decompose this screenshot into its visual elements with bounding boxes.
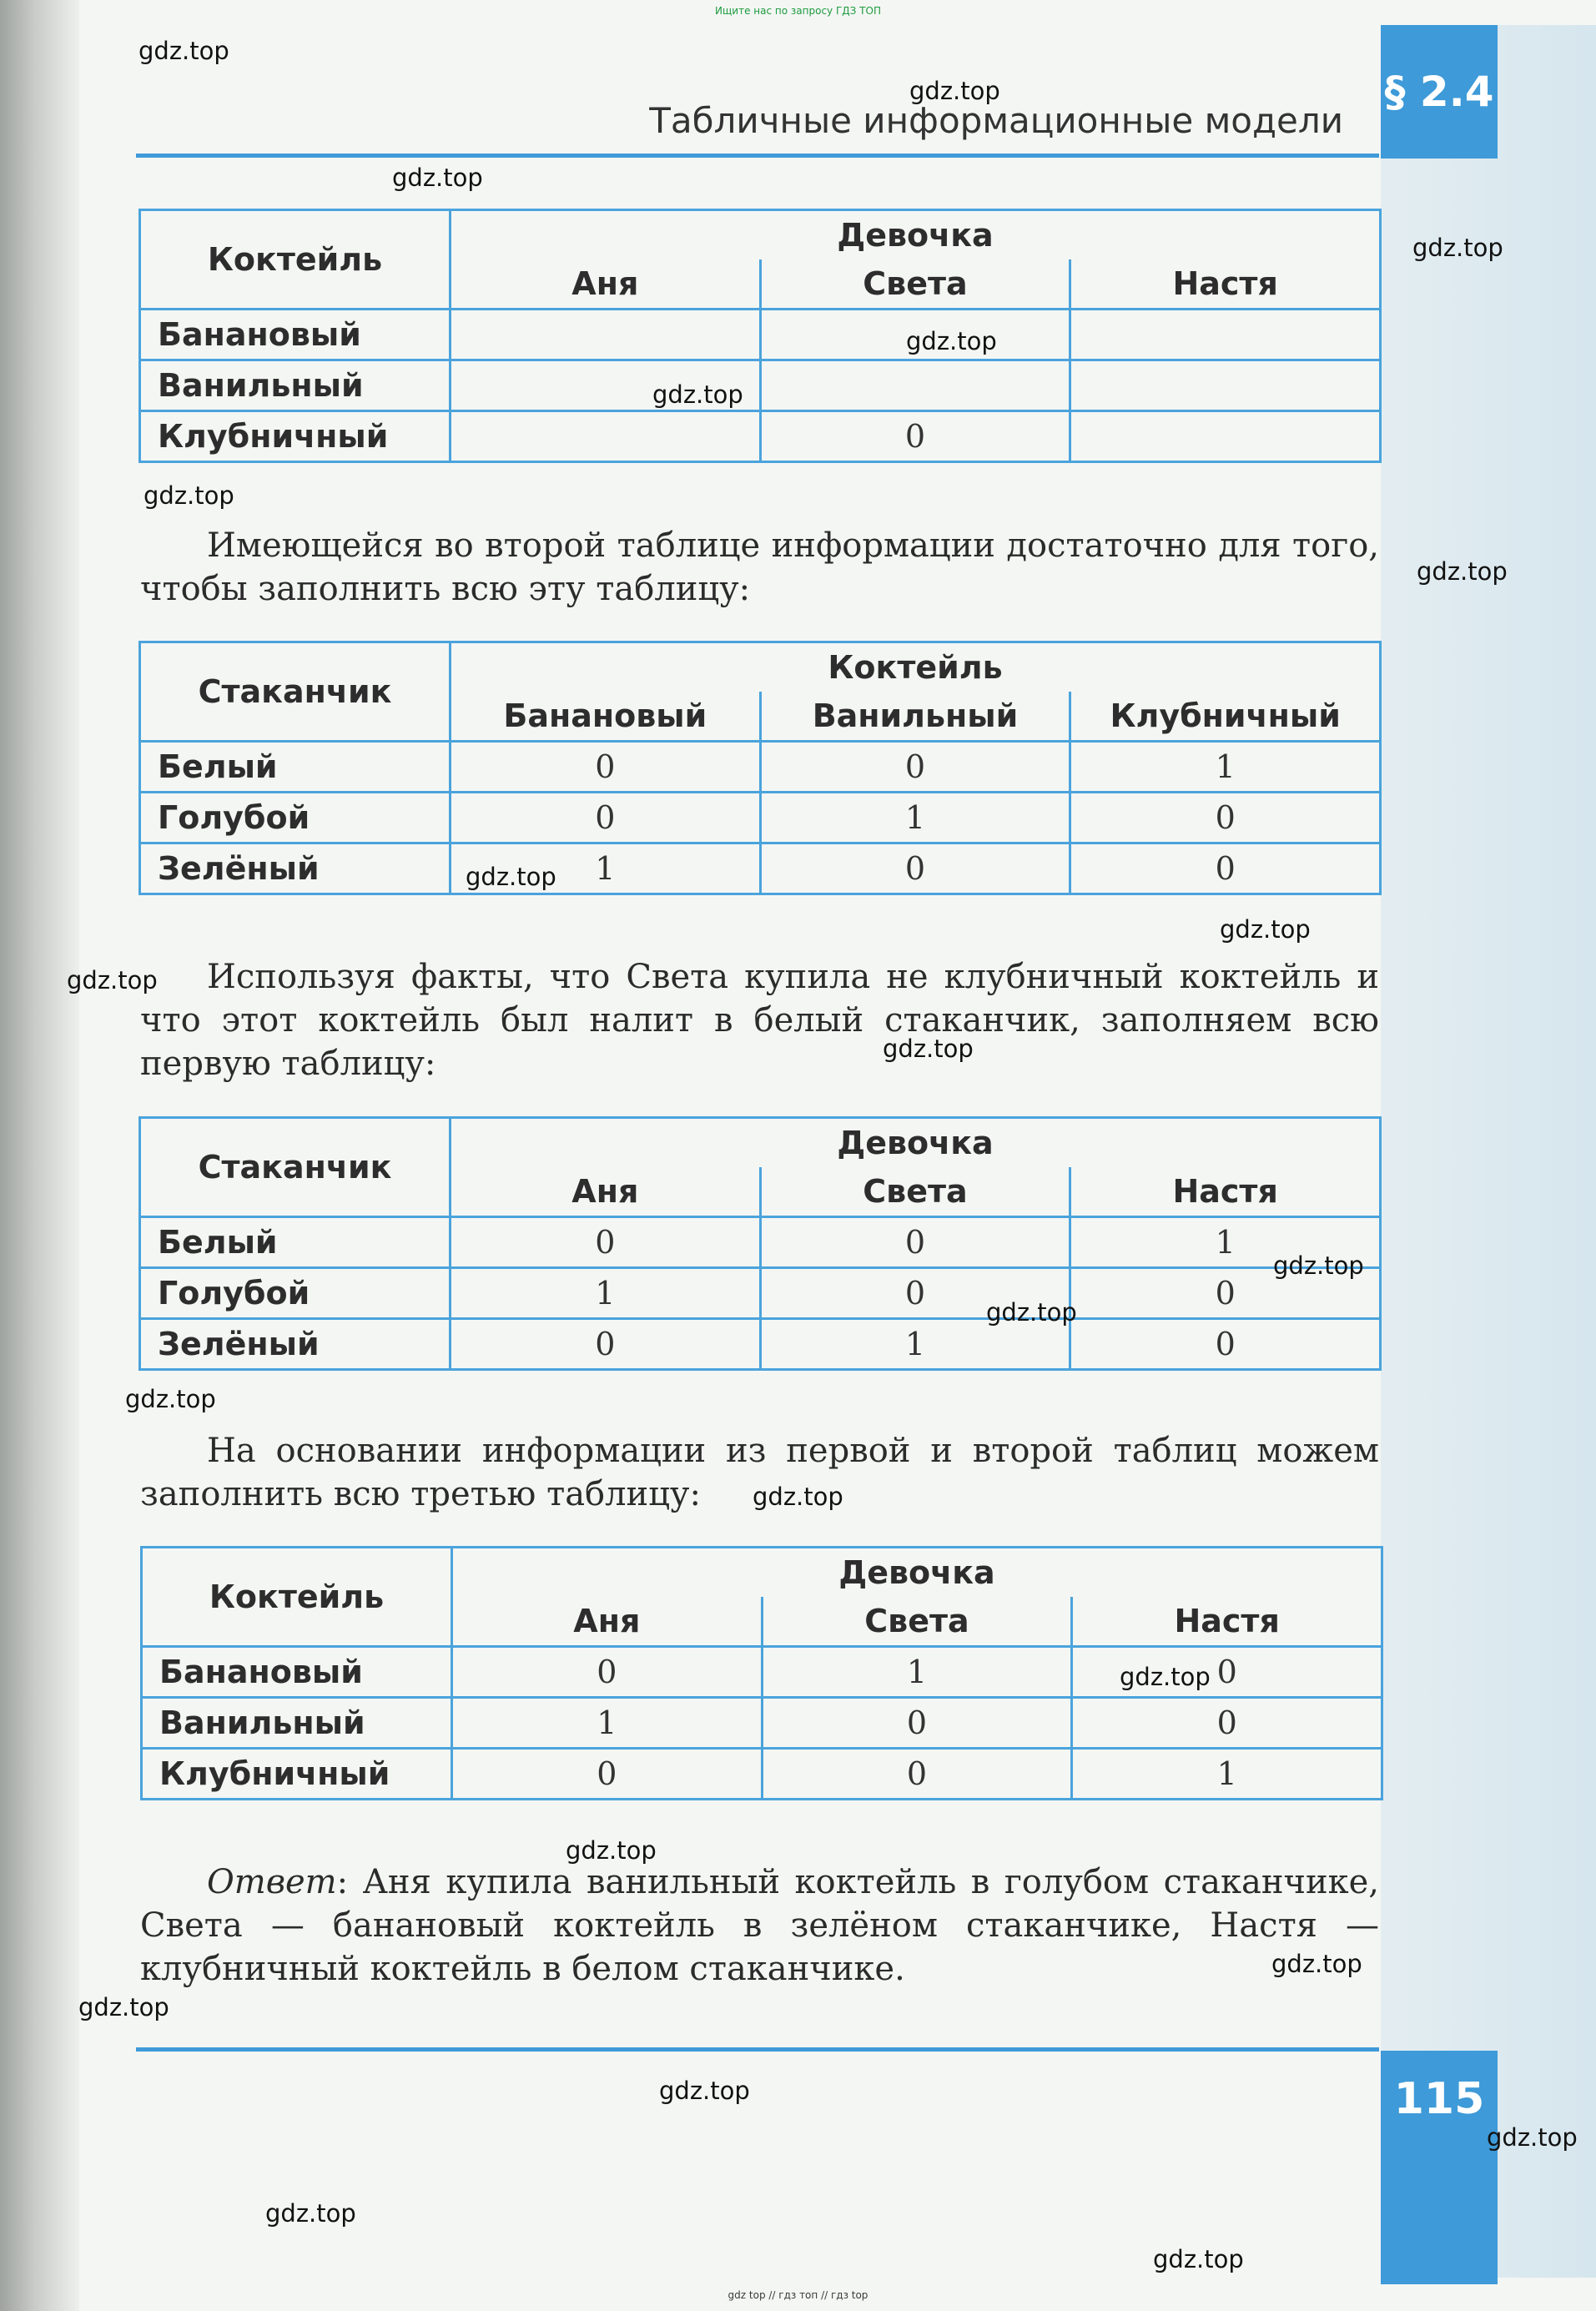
table-cell: 1	[1070, 1217, 1381, 1268]
table-cell: 0	[1070, 1268, 1381, 1319]
book-spine-shadow	[0, 0, 79, 2311]
table-cup-cocktail	[138, 641, 1382, 895]
header-rule	[136, 154, 1379, 158]
paragraph	[140, 524, 1379, 611]
table-row	[140, 411, 1381, 462]
watermark: gdz.top	[1487, 2123, 1578, 2152]
watermark: gdz.top	[883, 1035, 974, 1063]
row-label: Белый	[140, 742, 451, 793]
watermark: gdz.top	[138, 37, 229, 65]
table-row	[140, 310, 1381, 360]
table-row	[140, 360, 1381, 411]
table-row	[140, 843, 1381, 894]
row-label: Ванильный	[142, 1698, 452, 1749]
table-cell: 0	[760, 411, 1070, 462]
paragraph	[140, 955, 1379, 1085]
watermark: gdz.top	[659, 2077, 750, 2105]
table-cell: 0	[760, 1268, 1070, 1319]
watermark: gdz.top	[78, 1993, 169, 2021]
answer-label: Ответ	[207, 1863, 337, 1901]
footer-rule	[136, 2047, 1379, 2052]
row-label: Клубничный	[140, 411, 451, 462]
table-cell: 0	[452, 1647, 763, 1698]
table-cell: 0	[452, 1749, 763, 1800]
page-number: 115	[1381, 2051, 1498, 2284]
watermark: gdz.top	[753, 1483, 843, 1511]
watermark: gdz.top	[1220, 915, 1311, 944]
watermark: gdz.top	[1153, 2245, 1244, 2273]
table-group-header: Девочка	[452, 1548, 1382, 1598]
table-corner-header: Коктейль	[142, 1548, 452, 1647]
table-cell: 0	[760, 1217, 1070, 1268]
row-label: Зелёный	[140, 1319, 451, 1370]
table-cell	[451, 310, 761, 360]
table-cup-girl	[138, 1116, 1382, 1371]
table-cell: 1	[451, 843, 761, 894]
table-corner-header: Стаканчик	[140, 642, 451, 742]
table-cell: 0	[451, 1319, 761, 1370]
table-cell	[451, 411, 761, 462]
bottom-note: gdz top // гдз топ // гдз top	[728, 2289, 868, 2301]
row-label: Зелёный	[140, 843, 451, 894]
table-cell: 0	[1070, 843, 1381, 894]
table-cell	[1070, 360, 1381, 411]
table-row	[140, 1319, 1381, 1370]
watermark: gdz.top	[1412, 234, 1503, 262]
watermark: gdz.top	[466, 863, 556, 891]
watermark: gdz.top	[143, 481, 234, 510]
table-cell: 1	[452, 1698, 763, 1749]
table-cell	[760, 360, 1070, 411]
table-row	[142, 1749, 1382, 1800]
table-cell: 0	[451, 1217, 761, 1268]
table-cell: 1	[1072, 1749, 1382, 1800]
paragraph-text: Имеющейся во второй таблице информации достаточно для того, чтобы заполнить всю эту таблицу:	[140, 526, 1379, 608]
table-cell	[1070, 310, 1381, 360]
watermark: gdz.top	[906, 327, 997, 355]
watermark: gdz.top	[909, 77, 1000, 105]
table-cell: 0	[1070, 793, 1381, 843]
answer-text: : Аня купила ванильный коктейль в голубом стаканчике, Света — банановый коктейль в зелёном стаканчике, Настя — клубничный коктейль в белом стаканчике.	[140, 1863, 1379, 1988]
watermark: gdz.top	[265, 2199, 356, 2228]
column-header: Настя	[1070, 1167, 1381, 1217]
column-header: Настя	[1072, 1597, 1382, 1647]
column-header: Аня	[451, 259, 761, 310]
watermark: gdz.top	[392, 164, 483, 192]
table-corner-header: Стаканчик	[140, 1118, 451, 1217]
table-row	[142, 1698, 1382, 1749]
table-cell: 0	[762, 1749, 1072, 1800]
watermark: gdz.top	[1271, 1950, 1362, 1978]
row-label: Клубничный	[142, 1749, 452, 1800]
watermark: gdz.top	[1120, 1663, 1211, 1691]
table-cell: 1	[760, 1319, 1070, 1370]
paragraph-text: На основании информации из первой и второй таблиц можем заполнить всю третью таблицу:	[140, 1432, 1379, 1513]
table-row	[140, 1217, 1381, 1268]
page-margin-strip	[1381, 25, 1596, 2278]
column-header: Банановый	[451, 692, 761, 742]
table-cell	[1070, 411, 1381, 462]
column-header: Настя	[1070, 259, 1381, 310]
table-cell: 1	[762, 1647, 1072, 1698]
table-cell: 0	[451, 793, 761, 843]
watermark: gdz.top	[566, 1836, 657, 1865]
table-cell: 0	[762, 1698, 1072, 1749]
row-label: Белый	[140, 1217, 451, 1268]
page-title: Табличные информационные модели	[649, 100, 1343, 141]
watermark: gdz.top	[1273, 1251, 1364, 1280]
watermark: gdz.top	[67, 966, 158, 994]
column-header: Клубничный	[1070, 692, 1381, 742]
table-cell: 0	[1072, 1698, 1382, 1749]
table-group-header: Девочка	[451, 1118, 1381, 1168]
column-header: Аня	[451, 1167, 761, 1217]
watermark: gdz.top	[1417, 557, 1508, 586]
row-label: Голубой	[140, 793, 451, 843]
table-group-header: Коктейль	[451, 642, 1381, 692]
watermark: gdz.top	[652, 380, 743, 409]
table-cell: 0	[1070, 1319, 1381, 1370]
table-row	[140, 1268, 1381, 1319]
row-label: Ванильный	[140, 360, 451, 411]
row-label: Банановый	[140, 310, 451, 360]
table-cell: 1	[760, 793, 1070, 843]
table-cell: 0	[451, 742, 761, 793]
column-header: Света	[762, 1597, 1072, 1647]
column-header: Света	[760, 1167, 1070, 1217]
table-corner-header: Коктейль	[140, 210, 451, 310]
watermark: gdz.top	[125, 1385, 216, 1413]
answer-paragraph	[140, 1860, 1379, 1991]
table-cell: 0	[760, 843, 1070, 894]
table-cell: 1	[1070, 742, 1381, 793]
row-label: Банановый	[142, 1647, 452, 1698]
table-cocktail-girl-partial	[138, 209, 1382, 463]
table-row	[140, 793, 1381, 843]
table-cell: 1	[451, 1268, 761, 1319]
table-cell: 0	[1072, 1647, 1382, 1698]
column-header: Света	[760, 259, 1070, 310]
table-cell: 0	[760, 742, 1070, 793]
paragraph-text: Используя факты, что Света купила не клубничный коктейль и что этот коктейль был налит в белый стаканчик, заполняем всю первую таблицу:	[140, 958, 1379, 1083]
top-note: Ищите нас по запросу ГДЗ ТОП	[715, 5, 881, 17]
table-row	[140, 742, 1381, 793]
watermark: gdz.top	[986, 1298, 1077, 1327]
table-group-header: Девочка	[451, 210, 1381, 260]
column-header: Аня	[452, 1597, 763, 1647]
row-label: Голубой	[140, 1268, 451, 1319]
section-tab: § 2.4	[1381, 25, 1498, 159]
column-header: Ванильный	[760, 692, 1070, 742]
